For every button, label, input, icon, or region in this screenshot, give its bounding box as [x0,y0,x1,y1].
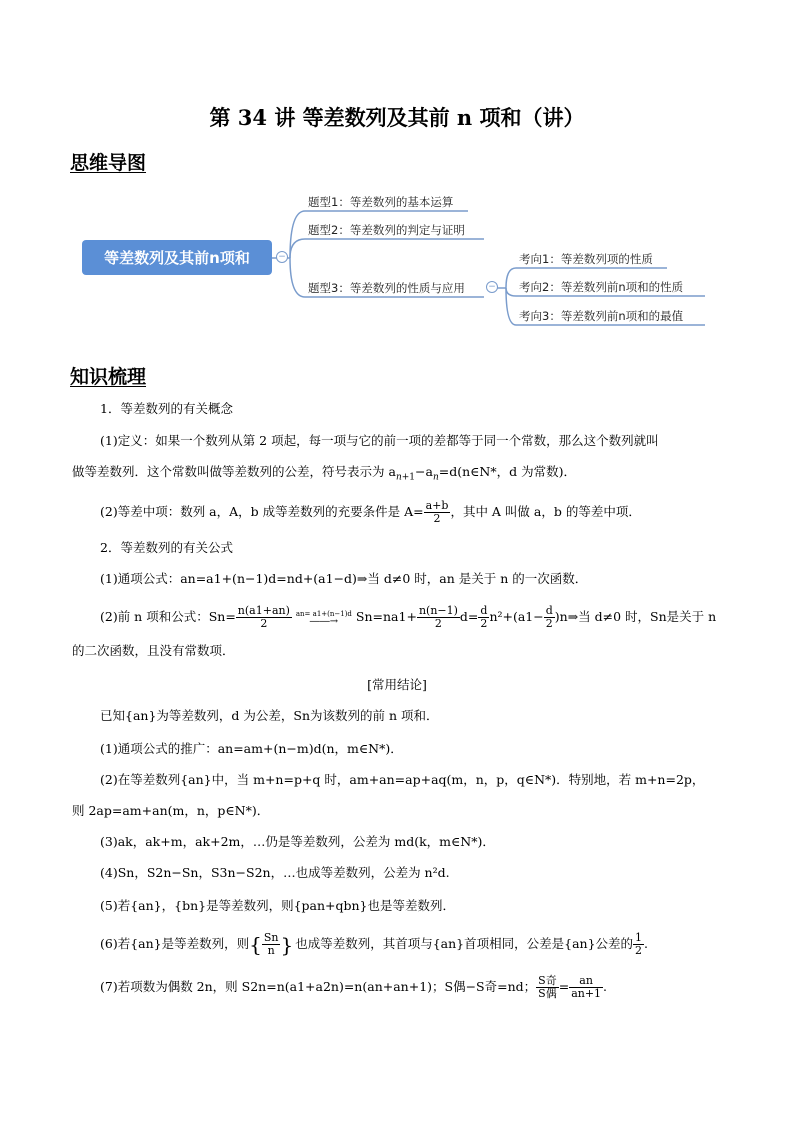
heading-formulas: 2．等差数列的有关公式 [100,540,233,555]
root-collapse-icon[interactable]: − [276,251,288,263]
conclusion-6: (6)若{an}是等差数列，则{ $\frac{Sn}{n}$ } 也成等差数列，其首项与{an}首项相同，公差是{an}公差的 $\frac{1}{2}$ . [100,931,649,957]
middle-term-fraction: $\frac{a+b}{2}$ [425,499,449,525]
conclusion-3: (3)ak，ak+m，ak+2m，…仍是等差数列，公差为 md(k，m∈N*)． [100,834,495,849]
connector-branch-2 [290,239,484,258]
heading-common-conclusions: [常用结论] [367,677,427,692]
conclusion-7: (7)若项数为偶数 2n，则 S2n=n(a1+a2n)=n(an+an+1)；S偶−S奇=nd； $\frac{\text{S奇}}{\text{S偶}}$ = $\frac{an}{an+1}$ . [100,974,608,1000]
section-heading-knowledge: 知识梳理 [70,366,147,388]
middle-term-line: (2)等差中项：数列 a，A，b 成等差数列的充要条件是 A= $\frac{a+b}{2}$ ，其中 A 叫做 a，b 的等差中项． [100,499,641,525]
sum-formula-line: (2)前 n 项和公式：Sn= $\frac{n(a1+an)}{2}$ an= a1+(n−1)d ――→ Sn=na1+ $\frac{n(n-1)}{2}$ d= $\frac{d}{2}$ n²+(a1− $\frac{d}{2}$ )n⇒当 d≠0 时，Sn是关于 n [100,604,717,630]
mindmap-root-node: 等差数列及其前n项和 [82,240,272,275]
branch-collapse-icon[interactable]: − [486,281,498,293]
definition-line-2: 做等差数列．这个常数叫做等差数列的公差，符号表示为 $a_{n+1}-a_n=d(n\in N*$，d 为常数)． [72,464,576,483]
conclusion-5: (5)若{an}，{bn}是等差数列，则{pan+qbn}也是等差数列． [100,898,456,913]
sum-formula-line-2: 的二次函数，且没有常数项． [72,643,235,658]
conclusion-4: (4)Sn，S2n−Sn，S3n−S2n，…也成等差数列，公差为 n²d. [100,865,450,880]
mindmap-sub-branch-2: 考向2：等差数列前n项和的性质 [519,280,684,294]
section-heading-mindmap: 思维导图 [70,152,147,174]
conclusion-2-line-2: 则 2ap=am+an(m，n，p∈N*)． [72,803,270,818]
mindmap-sub-branch-3: 考向3：等差数列前n项和的最值 [519,309,684,323]
heading-concepts: 1．等差数列的有关概念 [100,401,233,416]
mindmap-branch-1: 题型1：等差数列的基本运算 [308,195,454,209]
conclusion-1: (1)通项公式的推广：an=am+(n−m)d(n，m∈N*)． [100,741,403,756]
general-term-formula: (1)通项公式：an=a1+(n−1)d=nd+(a1−d)⇒当 d≠0 时，an 是关于 n 的一次函数． [100,571,588,586]
mindmap-sub-branch-1: 考向1：等差数列项的性质 [519,252,653,266]
definition-line-1: (1)定义：如果一个数列从第 2 项起，每一项与它的前一项的差都等于同一个常数，那么这个数列就叫 [100,433,659,448]
mindmap-branch-2: 题型2：等差数列的判定与证明 [308,223,465,237]
conclusion-2-line-1: (2)在等差数列{an}中，当 m+n=p+q 时，am+an=ap+aq(m，n，p，q∈N*)．特别地，若 m+n=2p， [100,772,705,787]
page-title: 第 34 讲 等差数列及其前 n 项和（讲） [209,105,585,130]
sum-arrow: an= a1+(n−1)d ――→ [295,609,352,627]
mindmap-branch-3: 题型3：等差数列的性质与应用 [308,281,465,295]
conclusion-intro: 已知{an}为等差数列，d 为公差，Sn为该数列的前 n 项和． [100,708,439,723]
